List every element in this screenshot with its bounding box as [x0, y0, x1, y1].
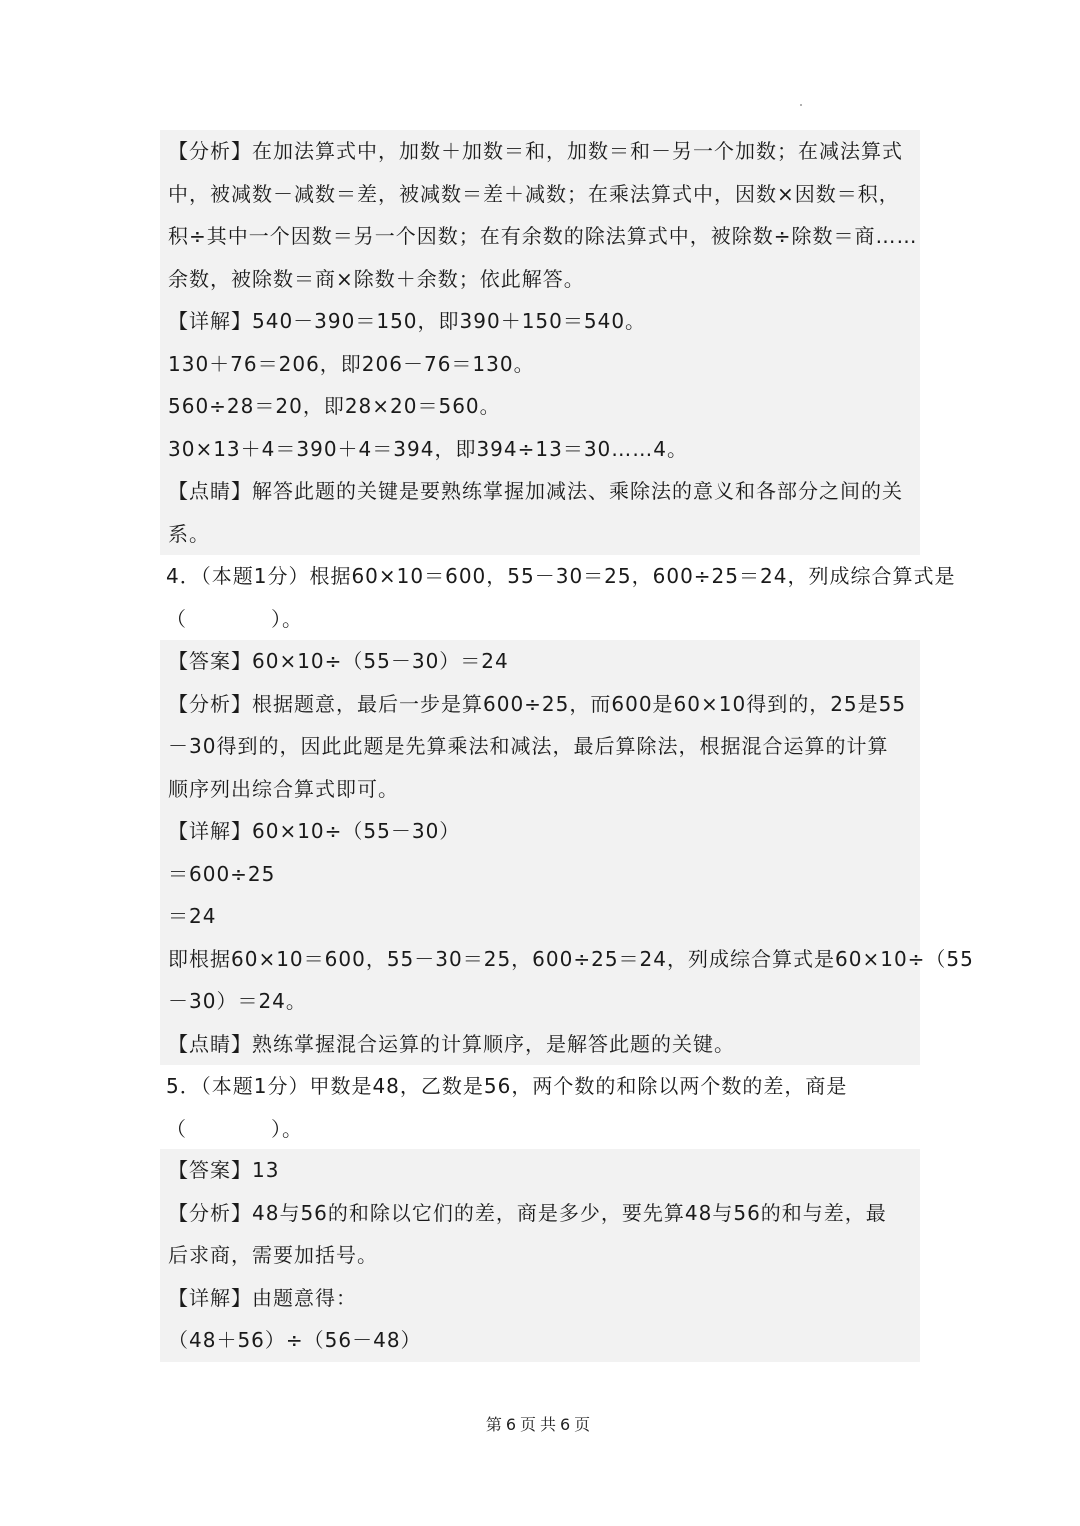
text-line: 余数，被除数＝商×除数＋余数；依此解答。 [168, 266, 585, 291]
text-line: （48＋56）÷（56－48） [168, 1328, 422, 1352]
text-line: 【答案】13 [168, 1158, 280, 1182]
text-line: 【详解】540－390＝150，即390＋150＝540。 [168, 309, 647, 333]
text-line: 【分析】48与56的和除以它们的差，商是多少，要先算48与56的和与差，最 [168, 1200, 887, 1225]
question-text-line: （ ）。 [166, 606, 303, 631]
text-line: ＝24 [168, 904, 217, 928]
answer-5-block [160, 1149, 920, 1362]
text-line: 顺序列出综合算式即可。 [168, 776, 399, 801]
text-line: －30）＝24。 [168, 989, 307, 1013]
question-5 [160, 1065, 920, 1150]
text-line: 积÷其中一个因数＝另一个因数；在有余数的除法算式中，被除数÷除数＝商…… [168, 224, 918, 248]
question-text-line: 5．（本题1分）甲数是48，乙数是56，两个数的和除以两个数的差，商是 [166, 1074, 848, 1098]
text-line: 【分析】在加法算式中，加数＋加数＝和，加数＝和－另一个加数；在减法算式 [168, 139, 903, 163]
text-line: 30×13＋4＝390＋4＝394，即394÷13＝30……4。 [168, 436, 689, 461]
text-line: 【详解】60×10÷（55－30） [168, 819, 461, 843]
page-number: 第6页共6页 [485, 1415, 595, 1434]
answer-4-block [160, 640, 974, 1065]
text-line: 【点睛】熟练掌握混合运算的计算顺序，是解答此题的关键。 [168, 1031, 735, 1056]
text-line: 【点睛】解答此题的关键是要熟练掌握加减法、乘除法的意义和各部分之间的关 [168, 479, 903, 503]
text-line: 系。 [168, 521, 210, 546]
text-line: 560÷28＝20，即28×20＝560。 [168, 394, 501, 418]
text-line: 【答案】60×10÷（55－30）＝24 [168, 649, 509, 673]
text-line: 【分析】根据题意，最后一步是算600÷25，而600是60×10得到的，25是55 [168, 691, 907, 716]
text-line: ＝600÷25 [168, 861, 276, 886]
text-line: 130＋76＝206，即206－76＝130。 [168, 351, 535, 376]
text-line: －30得到的，因此此题是先算乘法和减法，最后算除法，根据混合运算的计算 [168, 734, 889, 758]
scan-speck [800, 104, 802, 106]
question-text-line: 4．（本题1分）根据60×10＝600，55－30＝25，600÷25＝24，列成综合算式是 [166, 564, 956, 588]
text-line: 【详解】由题意得： [168, 1285, 357, 1310]
text-line: 后求商，需要加括号。 [168, 1243, 378, 1267]
question-text-line: （ ）。 [166, 1116, 303, 1141]
question-4 [160, 555, 956, 640]
q3-explanation-block [160, 130, 920, 555]
text-line: 即根据60×10＝600，55－30＝25，600÷25＝24，列成综合算式是60×10÷（55 [168, 946, 974, 971]
text-line: 中，被减数－减数＝差，被减数＝差＋减数；在乘法算式中，因数×因数＝积， [168, 181, 900, 206]
